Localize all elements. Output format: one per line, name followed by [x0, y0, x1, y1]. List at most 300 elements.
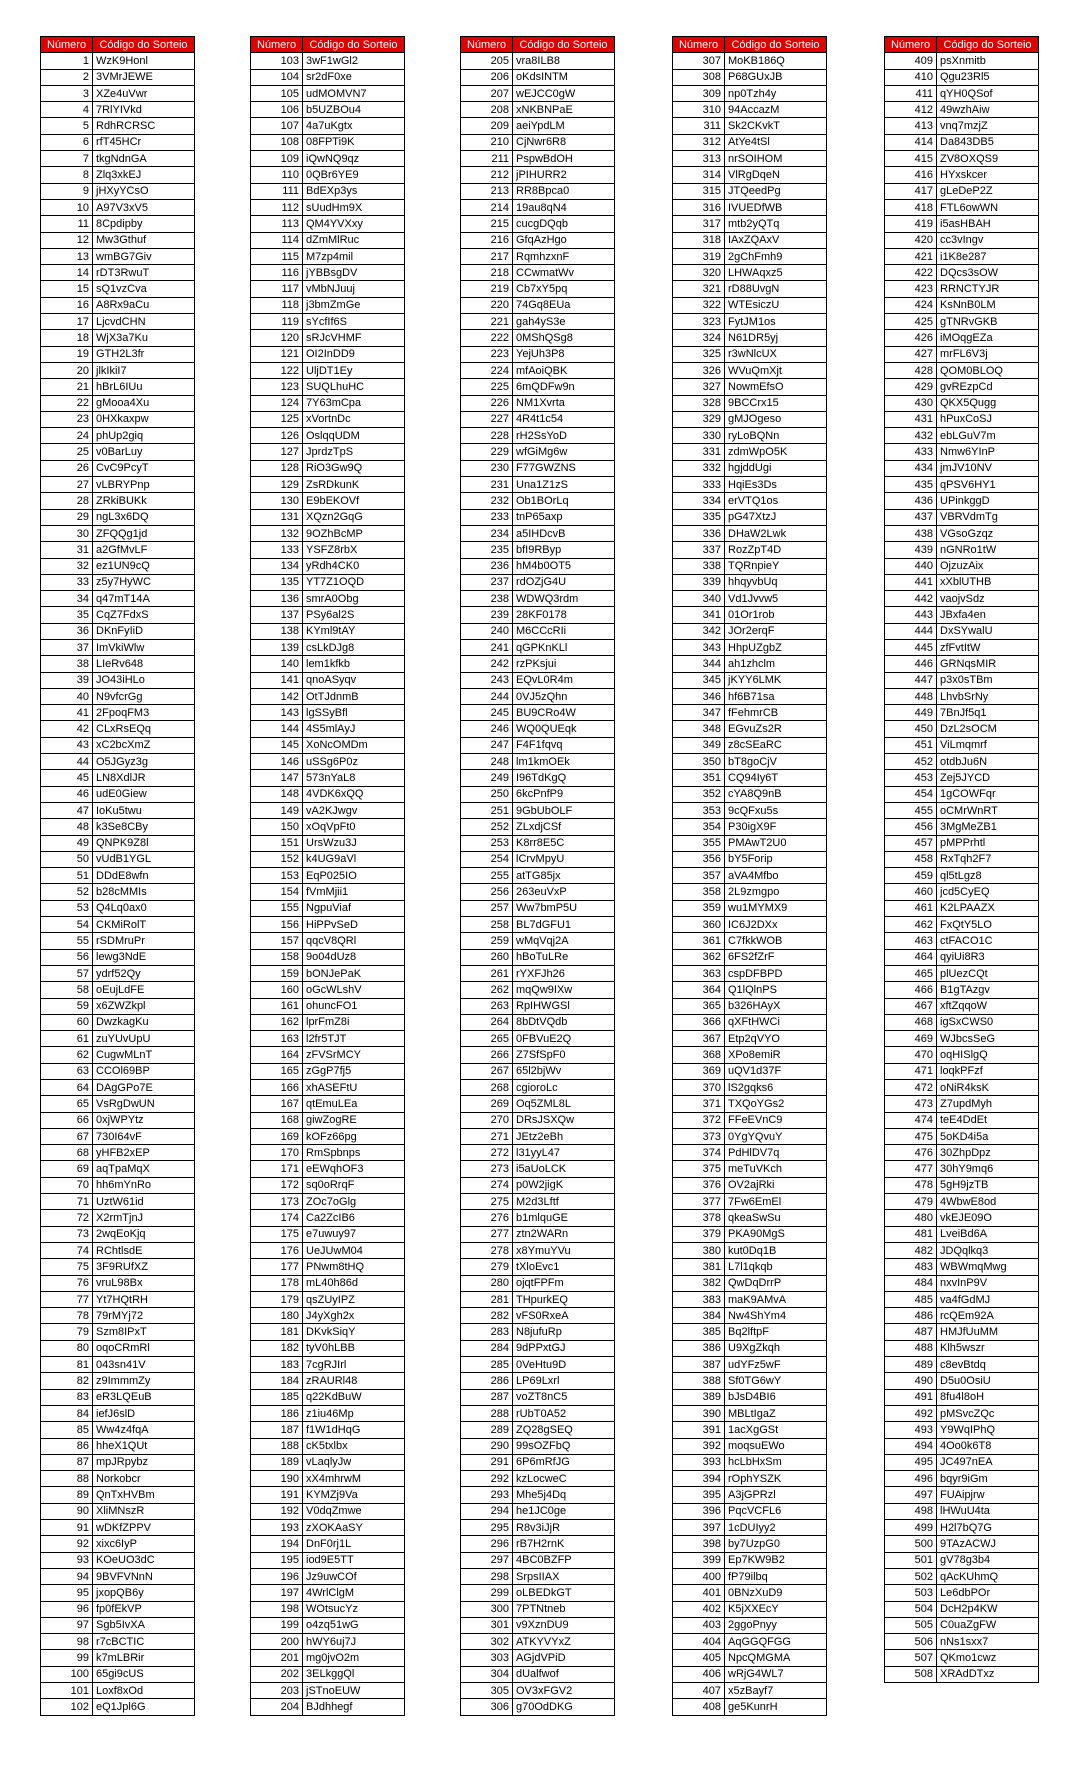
table-row	[461, 1373, 615, 1389]
table-row	[885, 786, 1039, 802]
entry-number: 334	[673, 493, 725, 509]
entry-number: 384	[673, 1308, 725, 1324]
entry-number: 505	[885, 1617, 937, 1633]
table-row	[885, 118, 1039, 134]
draw-code: HqiEs3Ds	[725, 477, 827, 493]
table-row	[673, 1063, 827, 1079]
table-row	[251, 1503, 405, 1519]
draw-code: sRJcVHMF	[303, 330, 405, 346]
entry-number: 306	[461, 1699, 513, 1715]
table-row	[885, 917, 1039, 933]
draw-code: M6CCcRIi	[513, 623, 615, 639]
table-row	[251, 1487, 405, 1503]
table-row	[41, 1047, 195, 1063]
entry-number: 225	[461, 379, 513, 395]
table-row	[461, 183, 615, 199]
draw-code: b326HAyX	[725, 998, 827, 1014]
table-row	[673, 330, 827, 346]
table-row	[41, 868, 195, 884]
draw-code: Sf0TG6wY	[725, 1373, 827, 1389]
entry-number: 29	[41, 509, 93, 525]
entry-number: 216	[461, 232, 513, 248]
entry-number: 272	[461, 1145, 513, 1161]
table-row	[673, 770, 827, 786]
entry-number: 203	[251, 1682, 303, 1698]
table-row	[673, 1373, 827, 1389]
table-row	[461, 721, 615, 737]
entry-number: 219	[461, 281, 513, 297]
entry-number: 487	[885, 1324, 937, 1340]
entry-number: 98	[41, 1634, 93, 1650]
draw-code: he1JC0ge	[513, 1503, 615, 1519]
draw-code: LhvbSrNy	[937, 688, 1039, 704]
draw-code: 263euVxP	[513, 884, 615, 900]
table-row	[251, 558, 405, 574]
table-row	[41, 1161, 195, 1177]
draw-code: xC2bcXmZ	[93, 737, 195, 753]
entry-number: 190	[251, 1471, 303, 1487]
table-row	[41, 1471, 195, 1487]
table-row	[461, 1340, 615, 1356]
entry-number: 287	[461, 1389, 513, 1405]
draw-code: loqkPFzf	[937, 1063, 1039, 1079]
draw-code: 0VeHtu9D	[513, 1357, 615, 1373]
entry-number: 253	[461, 835, 513, 851]
draw-code: 0YgYQvuY	[725, 1128, 827, 1144]
table-row	[41, 1585, 195, 1601]
entry-number: 211	[461, 151, 513, 167]
draw-code: DDdE8wfn	[93, 868, 195, 884]
entry-number: 296	[461, 1536, 513, 1552]
entry-number: 430	[885, 395, 937, 411]
entry-number: 323	[673, 314, 725, 330]
table-row	[461, 688, 615, 704]
draw-code: Y9WqIPhQ	[937, 1422, 1039, 1438]
entry-number: 349	[673, 737, 725, 753]
table-row	[673, 1080, 827, 1096]
draw-code: TQRnpieY	[725, 558, 827, 574]
table-row	[251, 216, 405, 232]
entry-number: 288	[461, 1405, 513, 1421]
entry-number: 502	[885, 1568, 937, 1584]
draw-code: N61DR5yj	[725, 330, 827, 346]
table-row	[41, 509, 195, 525]
entry-number: 255	[461, 868, 513, 884]
table-row	[461, 346, 615, 362]
table-row	[251, 69, 405, 85]
entry-number: 320	[673, 265, 725, 281]
table-row	[41, 1405, 195, 1421]
draw-code: ViLmqmrf	[937, 737, 1039, 753]
draw-code: qAcKUhmQ	[937, 1568, 1039, 1584]
draw-code: CqZ7FdxS	[93, 607, 195, 623]
draw-code: q47mT14A	[93, 591, 195, 607]
draw-code: 0QBr6YE9	[303, 167, 405, 183]
table-row	[885, 1373, 1039, 1389]
table-row	[673, 118, 827, 134]
draw-code: PspwBdOH	[513, 151, 615, 167]
draw-code: WOtsucYz	[303, 1601, 405, 1617]
table-row	[461, 314, 615, 330]
entry-number: 314	[673, 167, 725, 183]
table-row	[885, 216, 1039, 232]
draw-code: 9dPPxtGJ	[513, 1340, 615, 1356]
table-row	[673, 1161, 827, 1177]
draw-code: gMJOgeso	[725, 411, 827, 427]
entry-number: 419	[885, 216, 937, 232]
table-row	[461, 167, 615, 183]
table-row	[673, 477, 827, 493]
entry-number: 346	[673, 688, 725, 704]
draw-code: wfGiMg6w	[513, 444, 615, 460]
draw-code: a5IHDcvB	[513, 525, 615, 541]
draw-code: q22KdBuW	[303, 1389, 405, 1405]
table-row	[461, 884, 615, 900]
draw-code: k4UG9aVl	[303, 851, 405, 867]
draw-code: giwZogRE	[303, 1112, 405, 1128]
table-row	[461, 1650, 615, 1666]
draw-code: X2rmTjnJ	[93, 1210, 195, 1226]
entry-number: 445	[885, 639, 937, 655]
entry-number: 128	[251, 460, 303, 476]
draw-code: 49wzhAiw	[937, 102, 1039, 118]
draw-code: FUAipjrw	[937, 1487, 1039, 1503]
entry-number: 423	[885, 281, 937, 297]
entry-number: 189	[251, 1454, 303, 1470]
draw-code: j3bmZmGe	[303, 297, 405, 313]
entry-number: 332	[673, 460, 725, 476]
entry-number: 305	[461, 1682, 513, 1698]
draw-code: qyiUi8R3	[937, 949, 1039, 965]
table-row	[673, 1047, 827, 1063]
entry-number: 172	[251, 1177, 303, 1193]
table-row	[673, 884, 827, 900]
entry-number: 50	[41, 851, 93, 867]
draw-code: tyV0hLBB	[303, 1340, 405, 1356]
draw-code: A8Rx9aCu	[93, 297, 195, 313]
table-row	[673, 1014, 827, 1030]
draw-code: qsZUyIPZ	[303, 1291, 405, 1307]
table-row	[41, 672, 195, 688]
entry-number: 263	[461, 998, 513, 1014]
table-row	[461, 1666, 615, 1682]
draw-code: z9ImmmZy	[93, 1373, 195, 1389]
table-row	[885, 281, 1039, 297]
entry-number: 408	[673, 1699, 725, 1715]
draw-code: Q4Lq0ax0	[93, 900, 195, 916]
draw-code: DKvkSiqY	[303, 1324, 405, 1340]
draw-code: VlRgDqeN	[725, 167, 827, 183]
entry-number: 94	[41, 1568, 93, 1584]
table-row	[885, 1226, 1039, 1242]
entry-number: 179	[251, 1291, 303, 1307]
entry-number: 241	[461, 639, 513, 655]
entry-number: 342	[673, 623, 725, 639]
draw-code: HYxskcer	[937, 167, 1039, 183]
entry-number: 147	[251, 770, 303, 786]
draw-code: gMooa4Xu	[93, 395, 195, 411]
entry-number: 373	[673, 1128, 725, 1144]
entry-number: 493	[885, 1422, 937, 1438]
draw-code: 573nYaL8	[303, 770, 405, 786]
draw-code: 9BCCrx15	[725, 395, 827, 411]
entry-number: 66	[41, 1112, 93, 1128]
draw-code: Klh5wszr	[937, 1340, 1039, 1356]
table-row	[673, 1520, 827, 1536]
draw-code: PNwm8tHQ	[303, 1259, 405, 1275]
draw-code: DRsJSXQw	[513, 1112, 615, 1128]
draw-code: sq0oRrqF	[303, 1177, 405, 1193]
draw-code: 0BNzXuD9	[725, 1585, 827, 1601]
table-row	[885, 688, 1039, 704]
draw-code: N8jufuRp	[513, 1324, 615, 1340]
draw-code: qtEmuLEa	[303, 1096, 405, 1112]
entry-number: 236	[461, 558, 513, 574]
table-row	[885, 1536, 1039, 1552]
table-row	[885, 851, 1039, 867]
entry-number: 198	[251, 1601, 303, 1617]
entry-number: 380	[673, 1242, 725, 1258]
draw-code: z5y7HyWC	[93, 574, 195, 590]
table-row	[885, 1096, 1039, 1112]
draw-code: x6ZWZkpl	[93, 998, 195, 1014]
table-row	[673, 1585, 827, 1601]
table-row	[461, 1161, 615, 1177]
draw-code: wmBG7Giv	[93, 248, 195, 264]
table-row	[885, 509, 1039, 525]
table-row	[251, 1389, 405, 1405]
entry-number: 64	[41, 1080, 93, 1096]
table-row	[41, 835, 195, 851]
draw-code: cK5txlbx	[303, 1438, 405, 1454]
entry-number: 483	[885, 1259, 937, 1275]
table-row	[41, 949, 195, 965]
entry-number: 191	[251, 1487, 303, 1503]
entry-number: 209	[461, 118, 513, 134]
table-row	[461, 1210, 615, 1226]
entry-number: 74	[41, 1242, 93, 1258]
draw-code: yRdh4CK0	[303, 558, 405, 574]
entry-number: 252	[461, 819, 513, 835]
entry-number: 271	[461, 1128, 513, 1144]
table-row	[673, 1699, 827, 1715]
table-row	[461, 428, 615, 444]
draw-code: 94AccazM	[725, 102, 827, 118]
table-row	[41, 705, 195, 721]
draw-code: QwDqDrrP	[725, 1275, 827, 1291]
entry-number: 303	[461, 1650, 513, 1666]
entry-number: 492	[885, 1405, 937, 1421]
draw-code: Mw3Gthuf	[93, 232, 195, 248]
draw-code: 4a7uKgtx	[303, 118, 405, 134]
entry-number: 362	[673, 949, 725, 965]
draw-code: 74Gq8EUa	[513, 297, 615, 313]
table-row	[885, 656, 1039, 672]
draw-code: XRAdDTxz	[937, 1666, 1039, 1682]
table-row	[673, 917, 827, 933]
entry-number: 431	[885, 411, 937, 427]
entry-number: 141	[251, 672, 303, 688]
table-row	[41, 721, 195, 737]
table-row	[673, 786, 827, 802]
entry-number: 223	[461, 346, 513, 362]
draw-code: p0W2jigK	[513, 1177, 615, 1193]
table-row	[251, 199, 405, 215]
draw-code: XQzn2GqG	[303, 509, 405, 525]
draw-code: qkeaSwSu	[725, 1210, 827, 1226]
draw-code: o4zq51wG	[303, 1617, 405, 1633]
draw-code: WjX3a7Ku	[93, 330, 195, 346]
table-row	[251, 656, 405, 672]
entry-number: 413	[885, 118, 937, 134]
draw-code: Norkobcr	[93, 1471, 195, 1487]
table-body	[251, 53, 405, 1715]
draw-code: Etp2qVYO	[725, 1031, 827, 1047]
entry-number: 289	[461, 1422, 513, 1438]
table-row	[461, 1487, 615, 1503]
entry-number: 393	[673, 1454, 725, 1470]
entry-number: 369	[673, 1063, 725, 1079]
entry-number: 184	[251, 1373, 303, 1389]
draw-code: mL40h86d	[303, 1275, 405, 1291]
table-row	[673, 591, 827, 607]
table-row	[673, 1568, 827, 1584]
draw-code: 7BnJf5q1	[937, 705, 1039, 721]
entry-number: 84	[41, 1405, 93, 1421]
table-row	[251, 1699, 405, 1715]
entry-number: 395	[673, 1487, 725, 1503]
draw-code: bqyr9iGm	[937, 1471, 1039, 1487]
draw-code: vLaqlyJw	[303, 1454, 405, 1470]
entry-number: 61	[41, 1031, 93, 1047]
table-row	[41, 362, 195, 378]
entry-number: 78	[41, 1308, 93, 1324]
table-row	[41, 1617, 195, 1633]
entry-number: 51	[41, 868, 93, 884]
entry-number: 242	[461, 656, 513, 672]
draw-code: JprdzTpS	[303, 444, 405, 460]
entry-number: 57	[41, 965, 93, 981]
table-row	[461, 362, 615, 378]
entry-number: 417	[885, 183, 937, 199]
draw-code: gTNRvGKB	[937, 314, 1039, 330]
entry-number: 34	[41, 591, 93, 607]
table-row	[885, 151, 1039, 167]
draw-code: 3ELkggQl	[303, 1666, 405, 1682]
entry-number: 418	[885, 199, 937, 215]
table-row	[885, 1666, 1039, 1682]
entry-number: 36	[41, 623, 93, 639]
draw-code: sr2dF0xe	[303, 69, 405, 85]
draw-code: k3Se8CBy	[93, 819, 195, 835]
entry-number: 127	[251, 444, 303, 460]
entry-number: 52	[41, 884, 93, 900]
entry-number: 201	[251, 1650, 303, 1666]
entry-number: 103	[251, 53, 303, 69]
draw-code: xOqVpFt0	[303, 819, 405, 835]
draw-code: b5UZBOu4	[303, 102, 405, 118]
draw-code: jKYY6LMK	[725, 672, 827, 688]
draw-code: 7PTNtneb	[513, 1601, 615, 1617]
draw-code: ZLxdjCSf	[513, 819, 615, 835]
table-row	[673, 444, 827, 460]
table-row	[673, 281, 827, 297]
draw-code: R8v3iJjR	[513, 1520, 615, 1536]
draw-code: zfFvtItW	[937, 639, 1039, 655]
entry-number: 178	[251, 1275, 303, 1291]
entry-number: 210	[461, 134, 513, 150]
entry-number: 316	[673, 199, 725, 215]
table-row	[885, 1308, 1039, 1324]
entry-number: 158	[251, 949, 303, 965]
entry-number: 215	[461, 216, 513, 232]
draw-code: 99sOZFbQ	[513, 1438, 615, 1454]
table-row	[673, 232, 827, 248]
draw-code: oCMrWnRT	[937, 802, 1039, 818]
table-row	[461, 1634, 615, 1650]
draw-code: 0HXkaxpw	[93, 411, 195, 427]
entry-number: 446	[885, 656, 937, 672]
draw-code: 1acXgGSt	[725, 1422, 827, 1438]
table-row	[41, 1177, 195, 1193]
table-row	[673, 428, 827, 444]
draw-code: Jz9uwCOf	[303, 1568, 405, 1584]
table-row	[41, 623, 195, 639]
draw-code: 4R4t1c54	[513, 411, 615, 427]
table-row	[885, 623, 1039, 639]
table-row	[41, 199, 195, 215]
entry-number: 76	[41, 1275, 93, 1291]
draw-code: QOM0BLOQ	[937, 362, 1039, 378]
entry-number: 163	[251, 1031, 303, 1047]
draw-code: Sk2CKvkT	[725, 118, 827, 134]
table-row	[885, 639, 1039, 655]
draw-code: YT7Z1OQD	[303, 574, 405, 590]
draw-code: fVmMjii1	[303, 884, 405, 900]
draw-code: AGjdVPiD	[513, 1650, 615, 1666]
table-row	[885, 1194, 1039, 1210]
draw-code: NowmEfsO	[725, 379, 827, 395]
entry-number: 376	[673, 1177, 725, 1193]
draw-code: 9OZhBcMP	[303, 525, 405, 541]
table-row	[41, 1666, 195, 1682]
draw-code: L7l1qkqb	[725, 1259, 827, 1275]
draw-code: rSDMruPr	[93, 933, 195, 949]
draw-code: kOFz66pg	[303, 1128, 405, 1144]
draw-code: a2GfMvLF	[93, 542, 195, 558]
entry-number: 402	[673, 1601, 725, 1617]
table-row	[673, 265, 827, 281]
draw-code: QM4YVXxy	[303, 216, 405, 232]
entry-number: 204	[251, 1699, 303, 1715]
entry-number: 311	[673, 118, 725, 134]
table-row	[461, 1063, 615, 1079]
table-row	[885, 1520, 1039, 1536]
entry-number: 466	[885, 982, 937, 998]
table-row	[251, 428, 405, 444]
table-row	[251, 1536, 405, 1552]
table-row	[673, 1389, 827, 1405]
table-row	[673, 623, 827, 639]
table-row	[461, 949, 615, 965]
table-row	[251, 1080, 405, 1096]
draw-code: 4BC0BZFP	[513, 1552, 615, 1568]
table-row	[461, 199, 615, 215]
table-row	[673, 558, 827, 574]
draw-code: RmSpbnps	[303, 1145, 405, 1161]
table-header	[251, 37, 405, 53]
table-row	[673, 1340, 827, 1356]
